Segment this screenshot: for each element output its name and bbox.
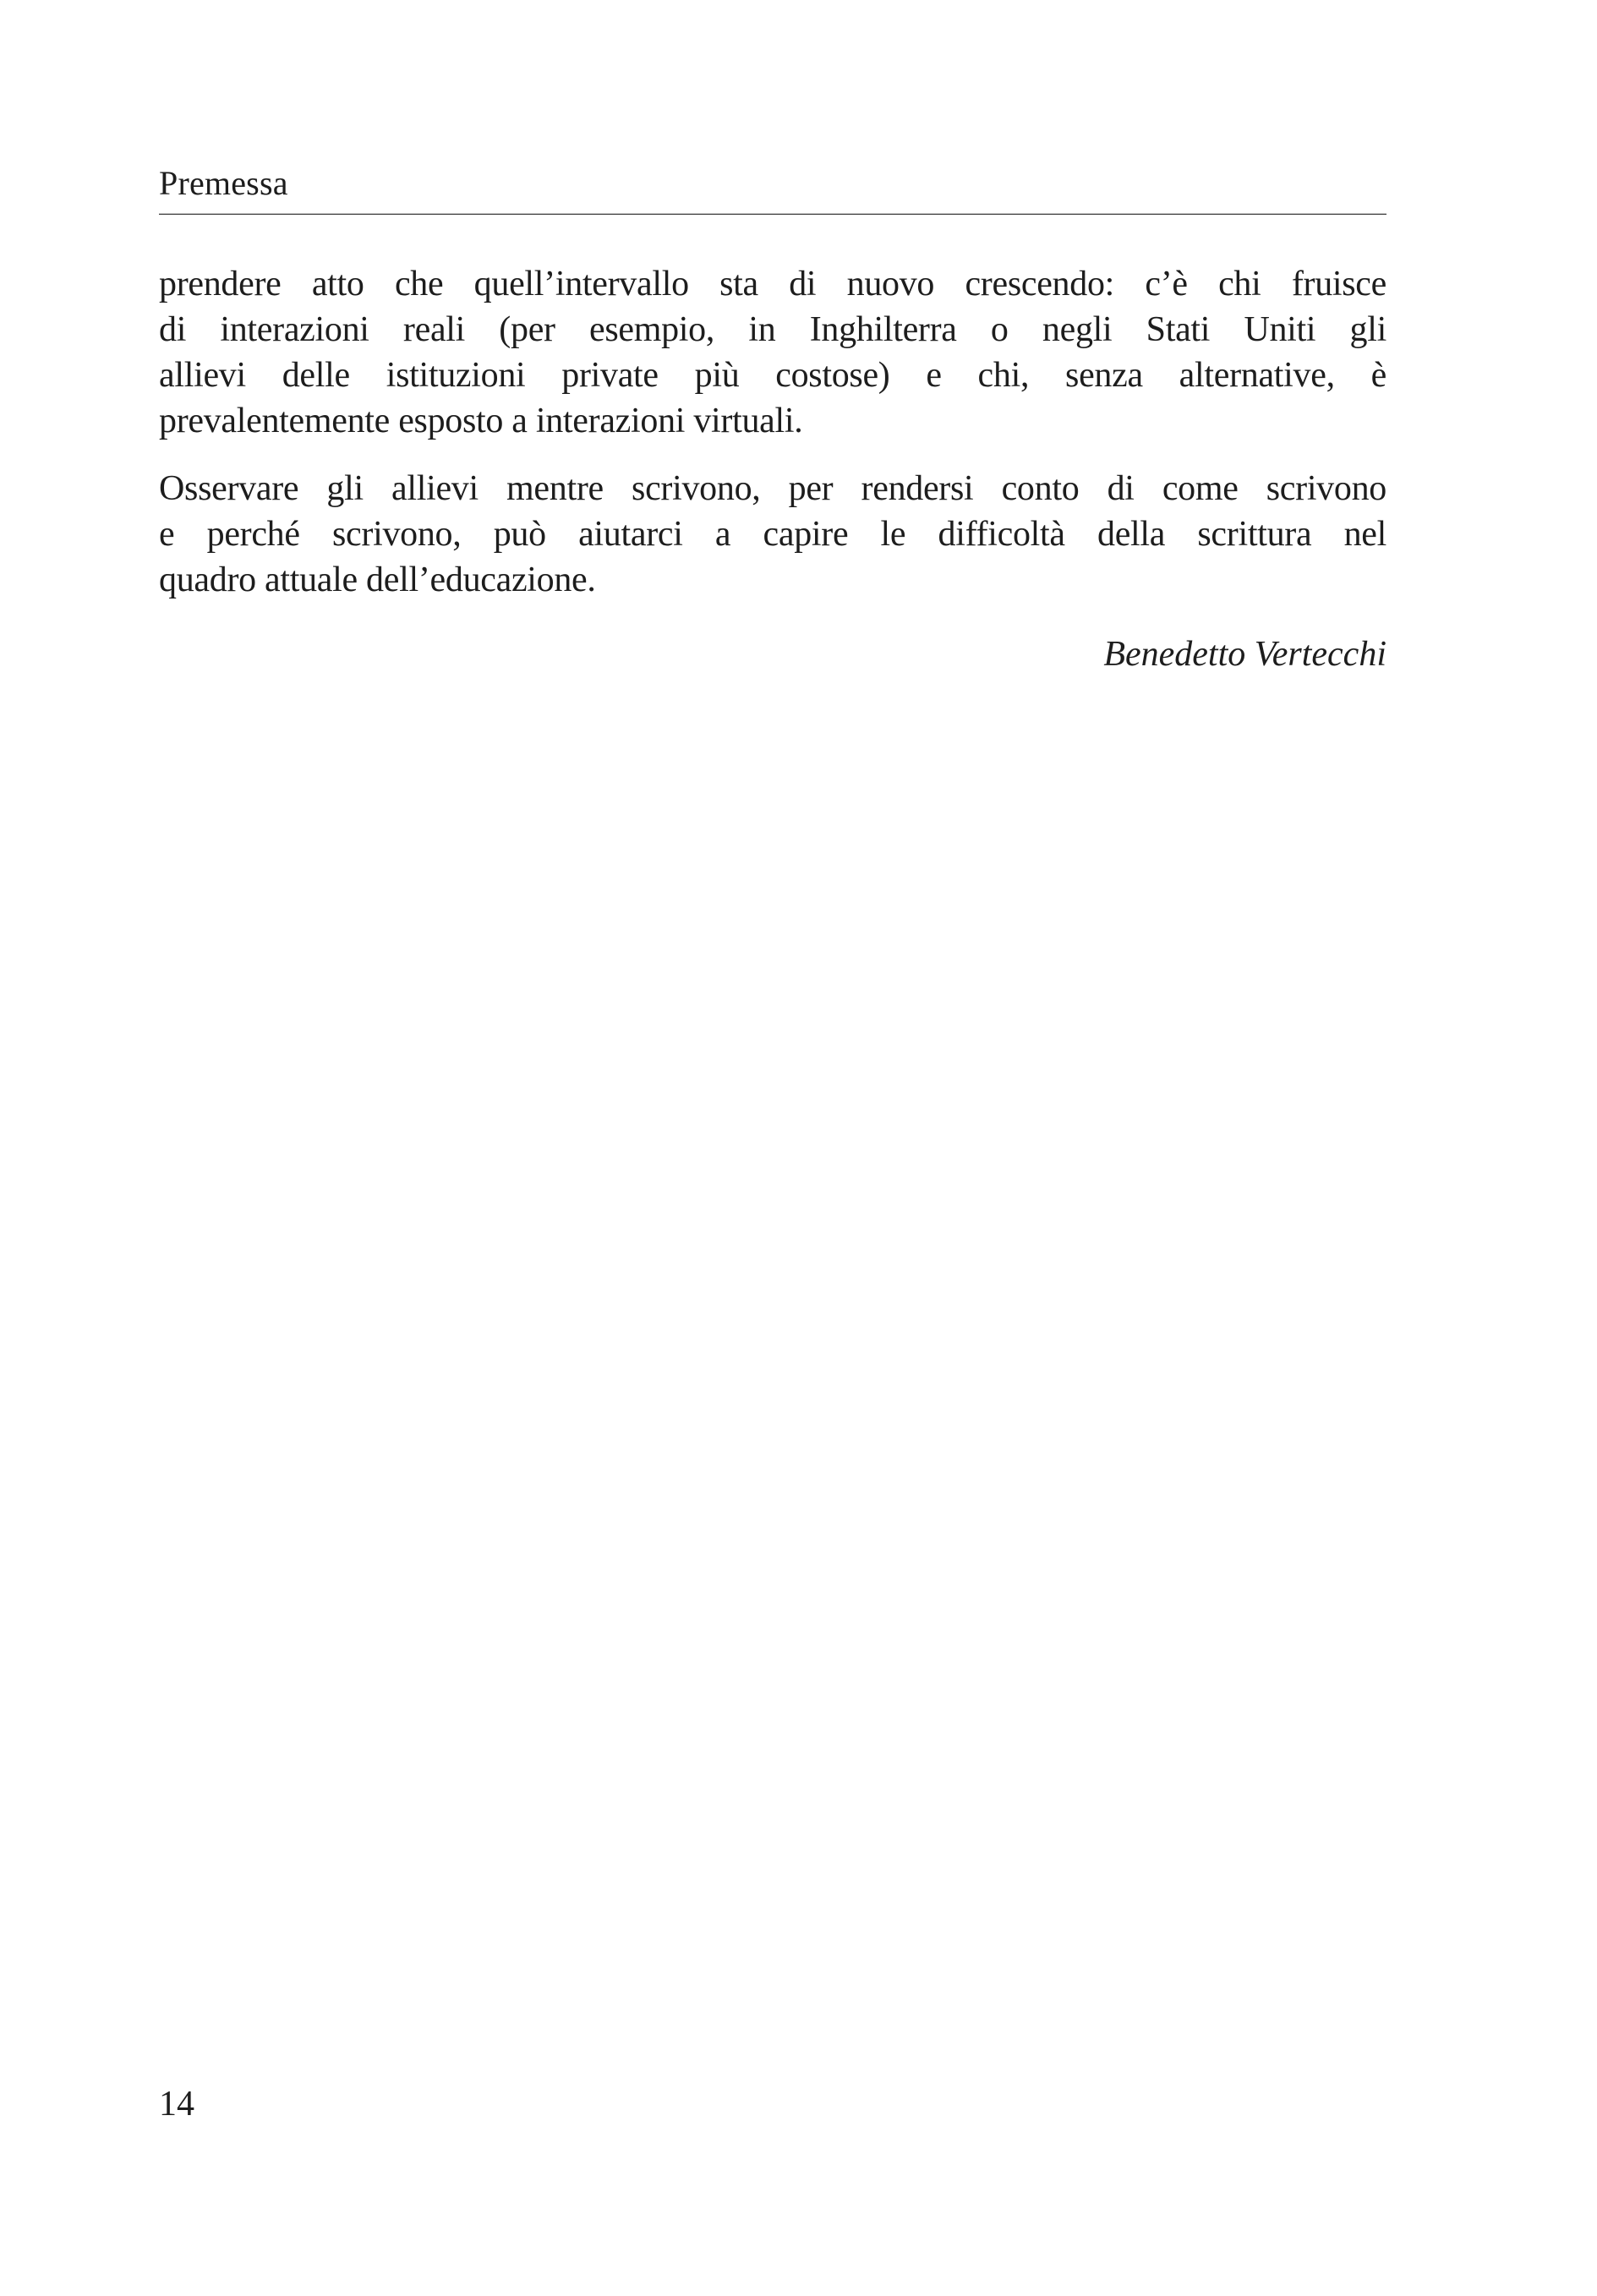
header-rule-divider [159,213,1386,215]
text-line: Osservare gli allievi mentre scrivono, per rendersi conto di come scrivono [159,469,1386,508]
running-header-title: Premessa [159,164,288,202]
paragraph [159,466,1386,603]
page-number: 14 [159,2085,194,2124]
text-line: prendere atto che quell’intervallo sta di nuovo crescendo: c’è chi fruisce [159,265,1386,303]
page-body [159,261,1386,677]
text-line: prevalentemente esposto a interazioni virtuali. [159,402,803,440]
paragraph [159,261,1386,444]
author-signature: Benedetto Vertecchi [1103,635,1386,674]
text-line: di interazioni reali (per esempio, in Inghilterra o negli Stati Uniti gli [159,310,1386,349]
text-line: allievi delle istituzioni private più costose) e chi, senza alternative, è [159,356,1386,395]
text-line: quadro attuale dell’educazione. [159,560,596,599]
text-line: e perché scrivono, può aiutarci a capire le difficoltà della scrittura nel [159,515,1386,554]
